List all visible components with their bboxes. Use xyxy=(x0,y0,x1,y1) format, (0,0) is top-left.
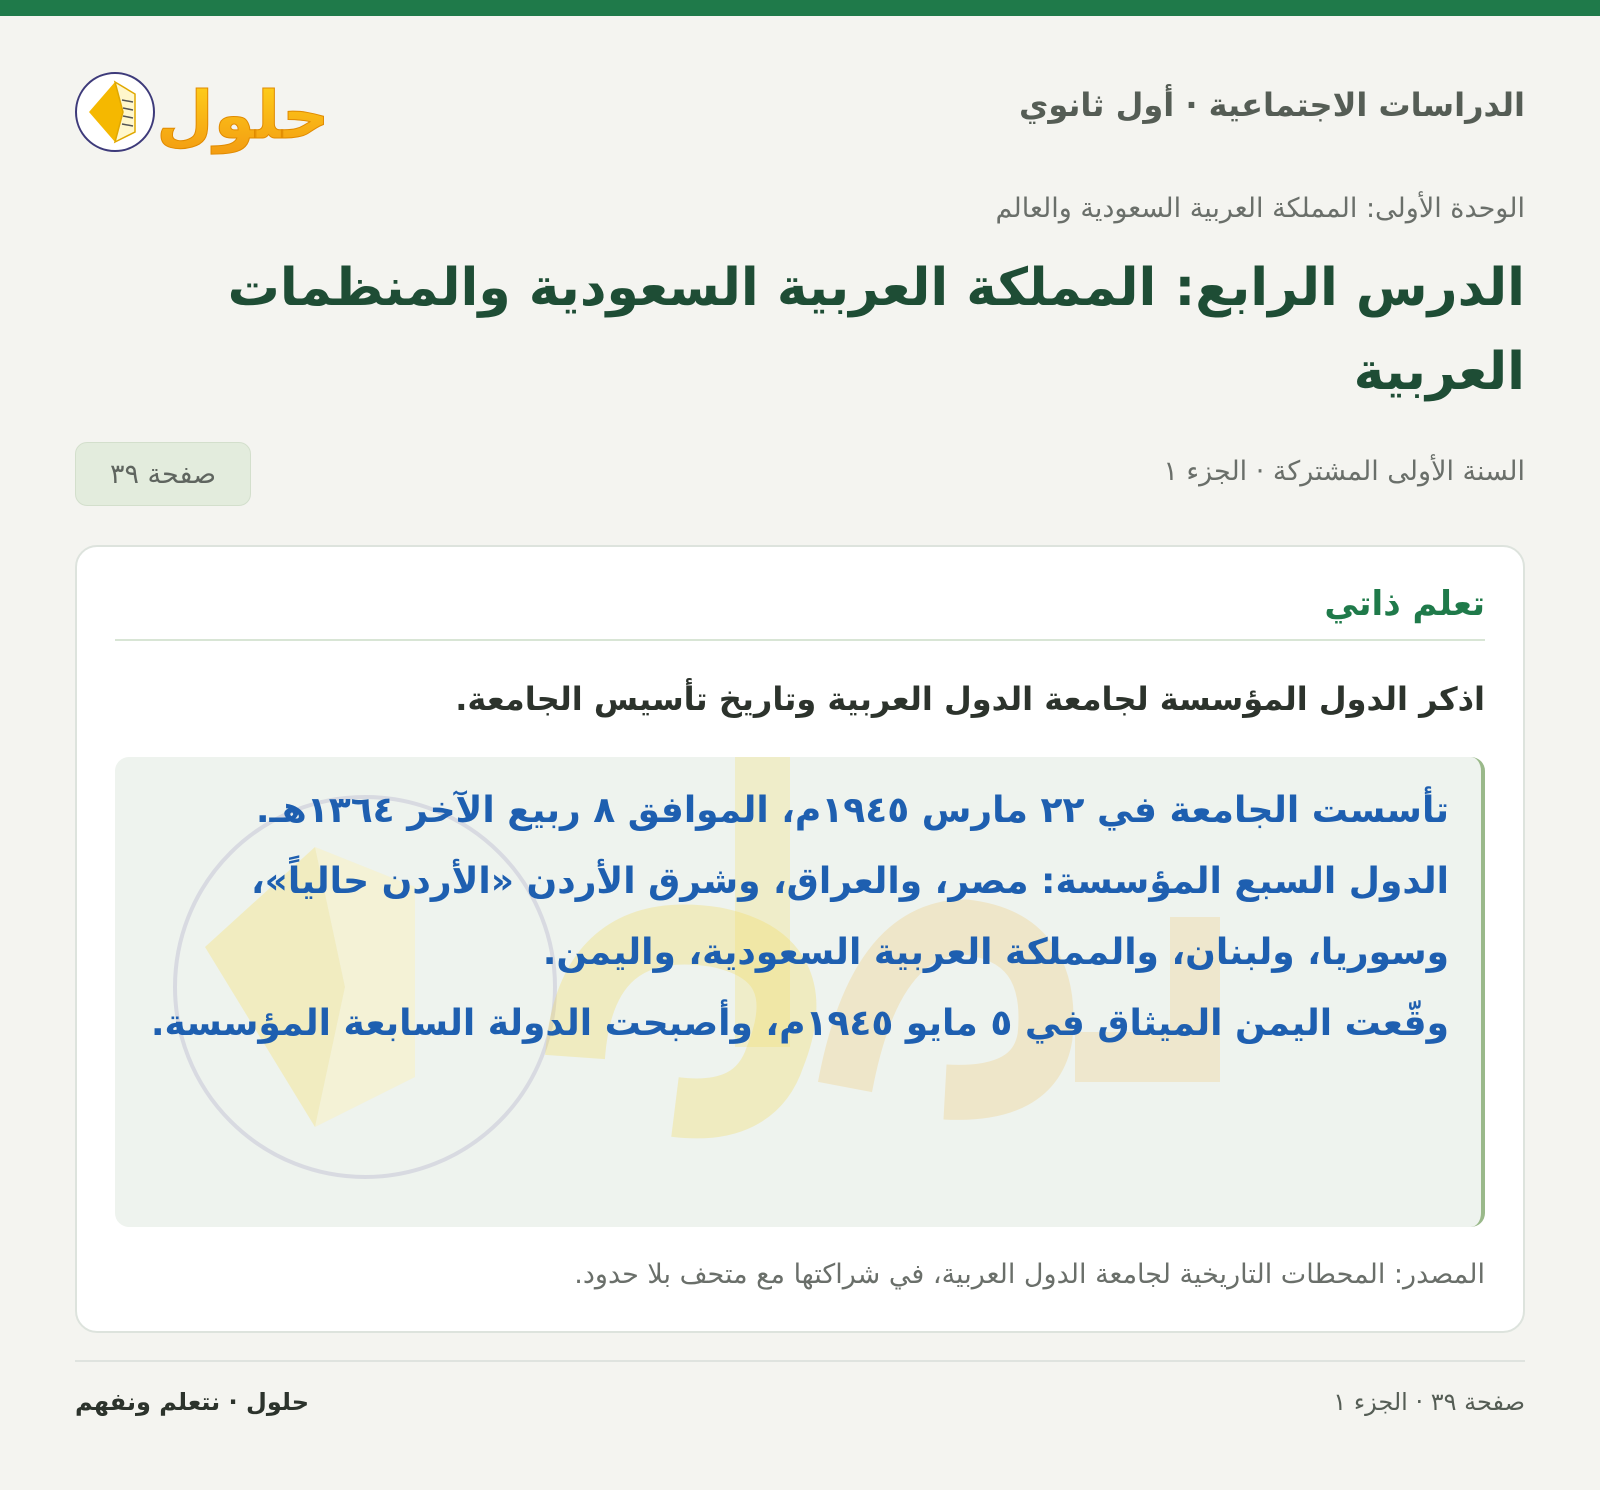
answer-line-3: وقّعت اليمن الميثاق في ٥ مايو ١٩٤٥م، وأصبحت الدولة السابعة المؤسسة. xyxy=(150,1003,1449,1044)
logo-icon xyxy=(75,54,335,164)
card-title: تعلم ذاتي xyxy=(115,547,1485,641)
page-header xyxy=(75,16,1525,181)
source-citation: المصدر: المحطات التاريخية لجامعة الدول العربية، في شراكتها مع متحف بلا حدود. xyxy=(574,1259,1485,1290)
answer-line-2: الدول السبع المؤسسة: مصر، والعراق، وشرق الأردن «الأردن حالياً»، وسوريا، ولبنان، والمملكة العربية السعودية، واليمن. xyxy=(250,861,1449,973)
footer-page-info: صفحة ٣٩ · الجزء ١ xyxy=(1333,1388,1525,1416)
lesson-title: الدرس الرابع: المملكة العربية السعودية والمنظمات العربية xyxy=(227,258,1525,402)
page-content xyxy=(75,16,1525,1333)
footer-brand: حلول · نتعلم ونفهم xyxy=(75,1388,309,1416)
unit-label: الوحدة الأولى: المملكة العربية السعودية والعالم xyxy=(995,193,1525,224)
answer-box xyxy=(115,757,1485,1227)
subject-title: الدراسات الاجتماعية · أول ثانوي xyxy=(1019,86,1525,124)
question-text: اذكر الدول المؤسسة لجامعة الدول العربية وتاريخ تأسيس الجامعة. xyxy=(455,680,1485,718)
meta-row xyxy=(75,442,1525,508)
top-accent-bar xyxy=(0,0,1600,16)
hulool-logo[interactable] xyxy=(75,54,335,164)
answer-line-1: تأسست الجامعة في ٢٢ مارس ١٩٤٥م، الموافق ٨ ربيع الآخر ١٣٦٤هـ. xyxy=(255,790,1449,831)
footer-divider xyxy=(75,1360,1525,1362)
self-learning-card xyxy=(75,545,1525,1333)
svg-text:حلول: حلول xyxy=(156,77,330,154)
page-number-badge: صفحة ٣٩ xyxy=(75,442,251,506)
meta-text: السنة الأولى المشتركة · الجزء ١ xyxy=(1163,456,1525,487)
